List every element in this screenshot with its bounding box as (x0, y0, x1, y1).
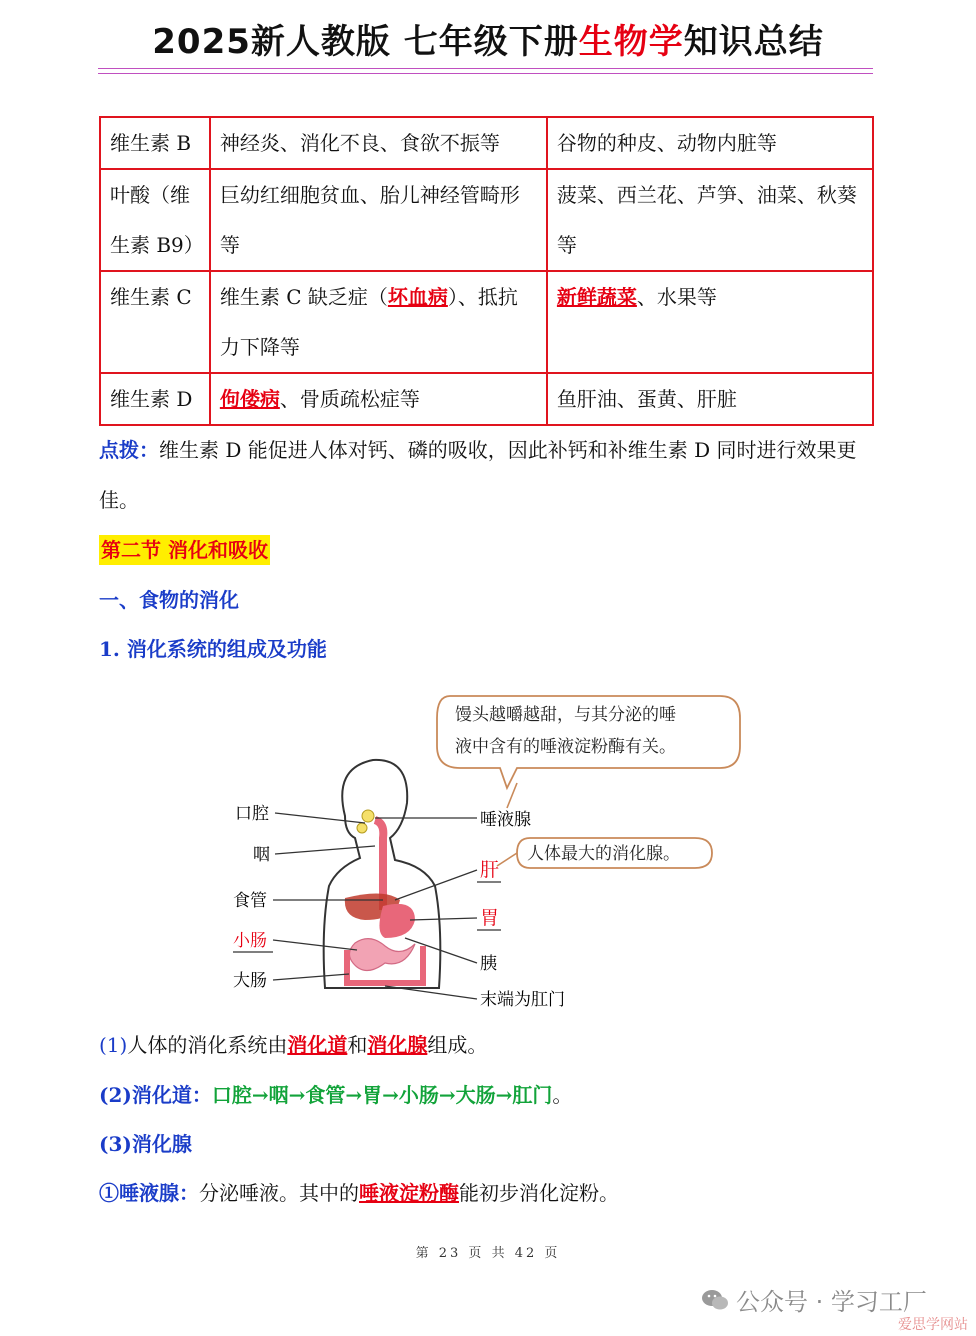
key-term: 消化腺 (367, 1033, 428, 1057)
label-stomach: 胃 (480, 907, 500, 929)
table-cell: 维生素 B (100, 117, 210, 169)
section-title: 第二节 消化和吸收 (99, 535, 270, 565)
label-salivary-gland: 唾液腺 (480, 810, 531, 830)
salivary-gland-shape (357, 823, 367, 833)
subsection-heading: 一、食物的消化 (99, 588, 239, 612)
digestive-system-diagram (225, 688, 745, 1018)
table-cell (210, 373, 547, 425)
label-small-intestine: 小肠 (233, 931, 267, 951)
digestive-tract-sequence: 口腔→咽→食管→胃→小肠→大肠→肛门 (211, 1083, 553, 1107)
point-label: (2)消化道： (99, 1083, 212, 1107)
point-text: 人体的消化系统由 (127, 1033, 288, 1057)
table-cell (210, 271, 547, 373)
tip-paragraph (99, 425, 879, 525)
vitamin-table (99, 116, 874, 426)
table-row (100, 169, 873, 271)
label-anus: 末端为肛门 (480, 990, 565, 1010)
tip-label: 点拨： (99, 438, 159, 462)
point-4 (99, 1168, 879, 1218)
wechat-icon (700, 1287, 730, 1313)
table-cell: 菠菜、西兰花、芦笋、油菜、秋葵等 (547, 169, 873, 271)
item-heading: 1. 消化系统的组成及功能 (99, 637, 327, 661)
label-large-intestine: 大肠 (233, 971, 267, 991)
tip-text: 维生素 D 能促进人体对钙、磷的吸收，因此补钙和补维生素 D 同时进行效果更佳。 (99, 438, 857, 512)
bubble-text-line: 馒头越嚼越甜，与其分泌的唾 (455, 705, 676, 725)
table-cell: 鱼肝油、蛋黄、肝脏 (547, 373, 873, 425)
key-term: 唾液淀粉酶 (359, 1181, 459, 1205)
point-label: ①唾液腺： (99, 1181, 199, 1205)
title-highlight: 生物学 (578, 22, 684, 62)
table-cell: 维生素 D (100, 373, 210, 425)
table-row (100, 373, 873, 425)
label-liver: 肝 (480, 859, 500, 881)
point-text: 能初步消化淀粉。 (459, 1181, 619, 1205)
point-text: 分泌唾液。其中的 (199, 1181, 359, 1205)
page-number: 第 23 页 共 42 页 (415, 1246, 561, 1261)
point-2 (99, 1070, 879, 1120)
page-title (0, 14, 976, 63)
header-divider (98, 68, 873, 74)
section-heading (99, 525, 879, 575)
point-text: 组成。 (427, 1033, 488, 1057)
watermark (700, 1282, 927, 1317)
table-cell: 神经炎、消化不良、食欲不振等 (210, 117, 547, 169)
point-text: 和 (347, 1033, 368, 1057)
point-1 (99, 1020, 879, 1070)
site-watermark: 爱思学网站 (898, 1317, 968, 1333)
table-cell: 谷物的种皮、动物内脏等 (547, 117, 873, 169)
table-cell: 维生素 C (100, 271, 210, 373)
salivary-gland-shape (362, 810, 374, 822)
key-term: 新鲜蔬菜 (556, 285, 637, 309)
point-text: 。 (552, 1083, 573, 1107)
label-esophagus: 食管 (233, 891, 267, 911)
key-term: 坏血病 (387, 285, 448, 309)
point-3: (3)消化腺 (99, 1132, 192, 1156)
title-part: 2025新人教版 七年级下册 (152, 22, 579, 62)
key-term: 佝偻病 (219, 387, 280, 411)
cell-text: 、骨质疏松症等 (279, 387, 420, 411)
title-part-end: 知识总结 (683, 22, 824, 62)
table-cell: 叶酸（维生素 B9） (100, 169, 210, 271)
label-pancreas: 胰 (480, 954, 497, 974)
point-number: (1) (99, 1033, 128, 1057)
label-pharynx: 咽 (253, 845, 270, 865)
table-row (100, 117, 873, 169)
key-term: 消化道 (287, 1033, 348, 1057)
table-cell (547, 271, 873, 373)
table-cell: 巨幼红细胞贫血、胎儿神经管畸形等 (210, 169, 547, 271)
cell-text: 维生素 C 缺乏症（ (219, 285, 388, 309)
liver-bubble-text: 人体最大的消化腺。 (527, 844, 680, 864)
bubble-text-line: 液中含有的唾液淀粉酶有关。 (455, 737, 676, 757)
label-mouth: 口腔 (235, 804, 269, 824)
watermark-text: 公众号 · 学习工厂 (736, 1288, 927, 1316)
bubble-pointer (497, 853, 517, 866)
cell-text: 、水果等 (636, 285, 717, 309)
table-row (100, 271, 873, 373)
cell-text: ）、抵抗力下降等 (219, 285, 518, 359)
